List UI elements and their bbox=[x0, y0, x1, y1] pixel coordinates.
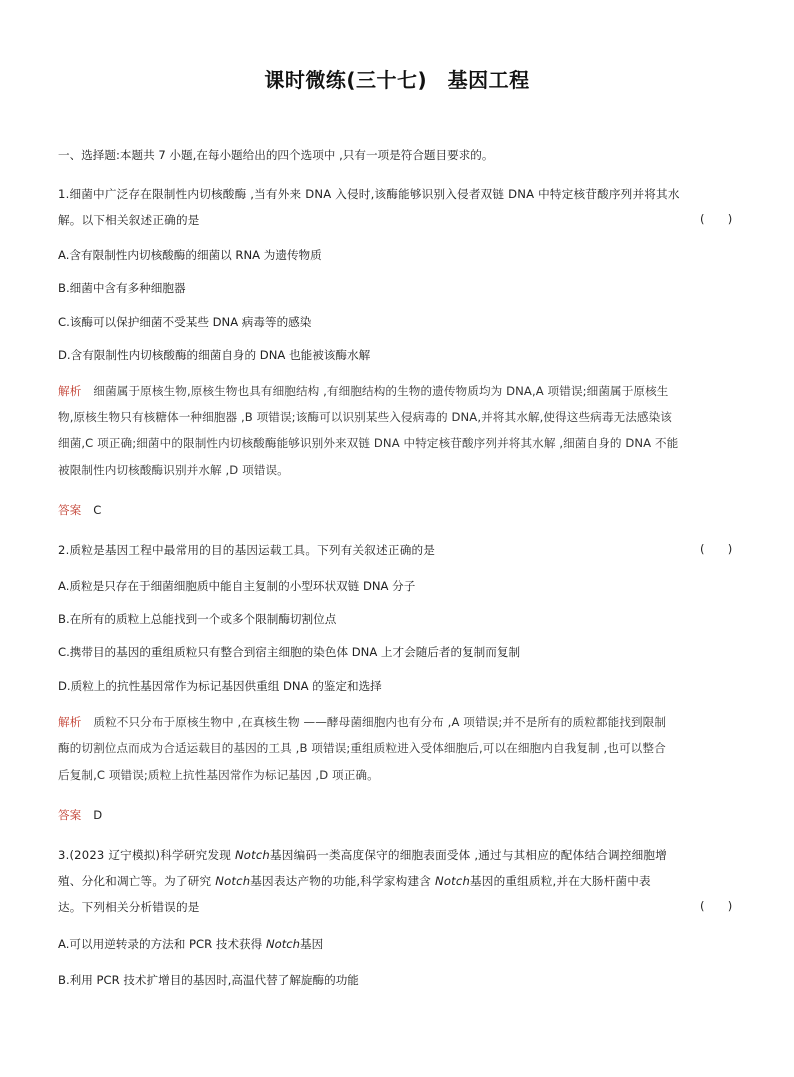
q1-stem-line1: 1.细菌中广泛存在限制性内切核酸酶 ,当有外来 DNA 入侵时,该酶能够识别入侵者双链 DNA 中特定核苷酸序列并将其水 bbox=[58, 187, 680, 201]
q1-stem-line2: 解。以下相关叙述正确的是 bbox=[58, 213, 200, 227]
q2-answer-value: D bbox=[93, 808, 103, 822]
q2-option-a: A.质粒是只存在于细菌细胞质中能自主复制的小型环状双链 DNA 分子 bbox=[58, 579, 416, 593]
q1-analysis-line4: 被限制性内切核酸酶识别并水解 ,D 项错误。 bbox=[58, 463, 289, 477]
answer-tag: 答案 bbox=[58, 503, 82, 517]
q3-stem-line3: 达。下列相关分析错误的是 bbox=[58, 900, 200, 914]
gene-name: Notch bbox=[434, 874, 470, 888]
q1-option-b: B.细菌中含有多种细胞器 bbox=[58, 281, 186, 295]
q3-option-b: B.利用 PCR 技术扩增目的基因时,高温代替了解旋酶的功能 bbox=[58, 973, 359, 987]
q2-analysis-line2: 酶的切割位点而成为合适运载目的基因的工具 ,B 项错误;重组质粒进入受体细胞后,可以在细胞内自我复制 ,也可以整合 bbox=[58, 741, 666, 755]
gene-name: Notch bbox=[215, 874, 251, 888]
q1-analysis-line2: 物,原核生物只有核糖体一种细胞器 ,B 项错误;该酶可以识别某些入侵病毒的 DNA,并将其水解,使得这些病毒无法感染该 bbox=[58, 410, 672, 424]
q2-analysis-line3: 后复制,C 项错误;质粒上抗性基因常作为标记基因 ,D 项正确。 bbox=[58, 768, 379, 782]
analysis-tag: 解析 bbox=[58, 384, 82, 398]
q2-analysis-line1: 解析 质粒不只分布于原核生物中 ,在真核生物 ——酵母菌细胞内也有分布 ,A 项错误;并不是所有的质粒都能找到限制 bbox=[58, 715, 667, 729]
q1-answer-blank: ( ) bbox=[700, 212, 733, 226]
q3-stem-line1: 3.(2023 辽宁模拟)科学研究发现 Notch基因编码一类高度保守的细胞表面受体 ,通过与其相应的配体结合调控细胞增 bbox=[58, 848, 667, 862]
q1-option-d: D.含有限制性内切核酸酶的细菌自身的 DNA 也能被该酶水解 bbox=[58, 348, 371, 362]
q2-option-b: B.在所有的质粒上总能找到一个或多个限制酶切割位点 bbox=[58, 612, 337, 626]
page-title: 课时微练(三十七) 基因工程 bbox=[264, 68, 530, 92]
q1-answer-value: C bbox=[93, 503, 102, 517]
q1-answer bbox=[58, 501, 101, 519]
q1-analysis-line1: 解析 细菌属于原核生物,原核生物也具有细胞结构 ,有细胞结构的生物的遗传物质均为 DNA,A 项错误;细菌属于原核生 bbox=[58, 384, 669, 398]
gene-name: Notch bbox=[265, 937, 300, 951]
analysis-tag: 解析 bbox=[58, 715, 82, 729]
q1-analysis-line3: 细菌,C 项正确;细菌中的限制性内切核酸酶能够识别外来双链 DNA 中特定核苷酸序列并将其水解 ,细菌自身的 DNA 不能 bbox=[58, 436, 679, 450]
gene-name: Notch bbox=[234, 848, 270, 862]
q3-option-a: A.可以用逆转录的方法和 PCR 技术获得 Notch基因 bbox=[58, 937, 324, 951]
answer-tag: 答案 bbox=[58, 808, 82, 822]
q2-stem-line1: 2.质粒是基因工程中最常用的目的基因运载工具。下列有关叙述正确的是 bbox=[58, 543, 436, 557]
q2-answer-blank: ( ) bbox=[700, 542, 733, 556]
q3-stem-line2: 殖、分化和凋亡等。为了研究 Notch基因表达产物的功能,科学家构建含 Notch基因的重组质粒,并在大肠杆菌中表 bbox=[58, 874, 651, 888]
q2-option-d: D.质粒上的抗性基因常作为标记基因供重组 DNA 的鉴定和选择 bbox=[58, 679, 382, 693]
q1-option-c: C.该酶可以保护细菌不受某些 DNA 病毒等的感染 bbox=[58, 315, 312, 329]
q1-option-a: A.含有限制性内切核酸酶的细菌以 RNA 为遗传物质 bbox=[58, 248, 322, 262]
q2-option-c: C.携带目的基因的重组质粒只有整合到宿主细胞的染色体 DNA 上才会随后者的复制而复制 bbox=[58, 645, 521, 659]
section-heading: 一、选择题:本题共 7 小题,在每小题给出的四个选项中 ,只有一项是符合题目要求的。 bbox=[58, 148, 494, 162]
q2-answer bbox=[58, 806, 102, 824]
q3-answer-blank: ( ) bbox=[700, 899, 733, 913]
